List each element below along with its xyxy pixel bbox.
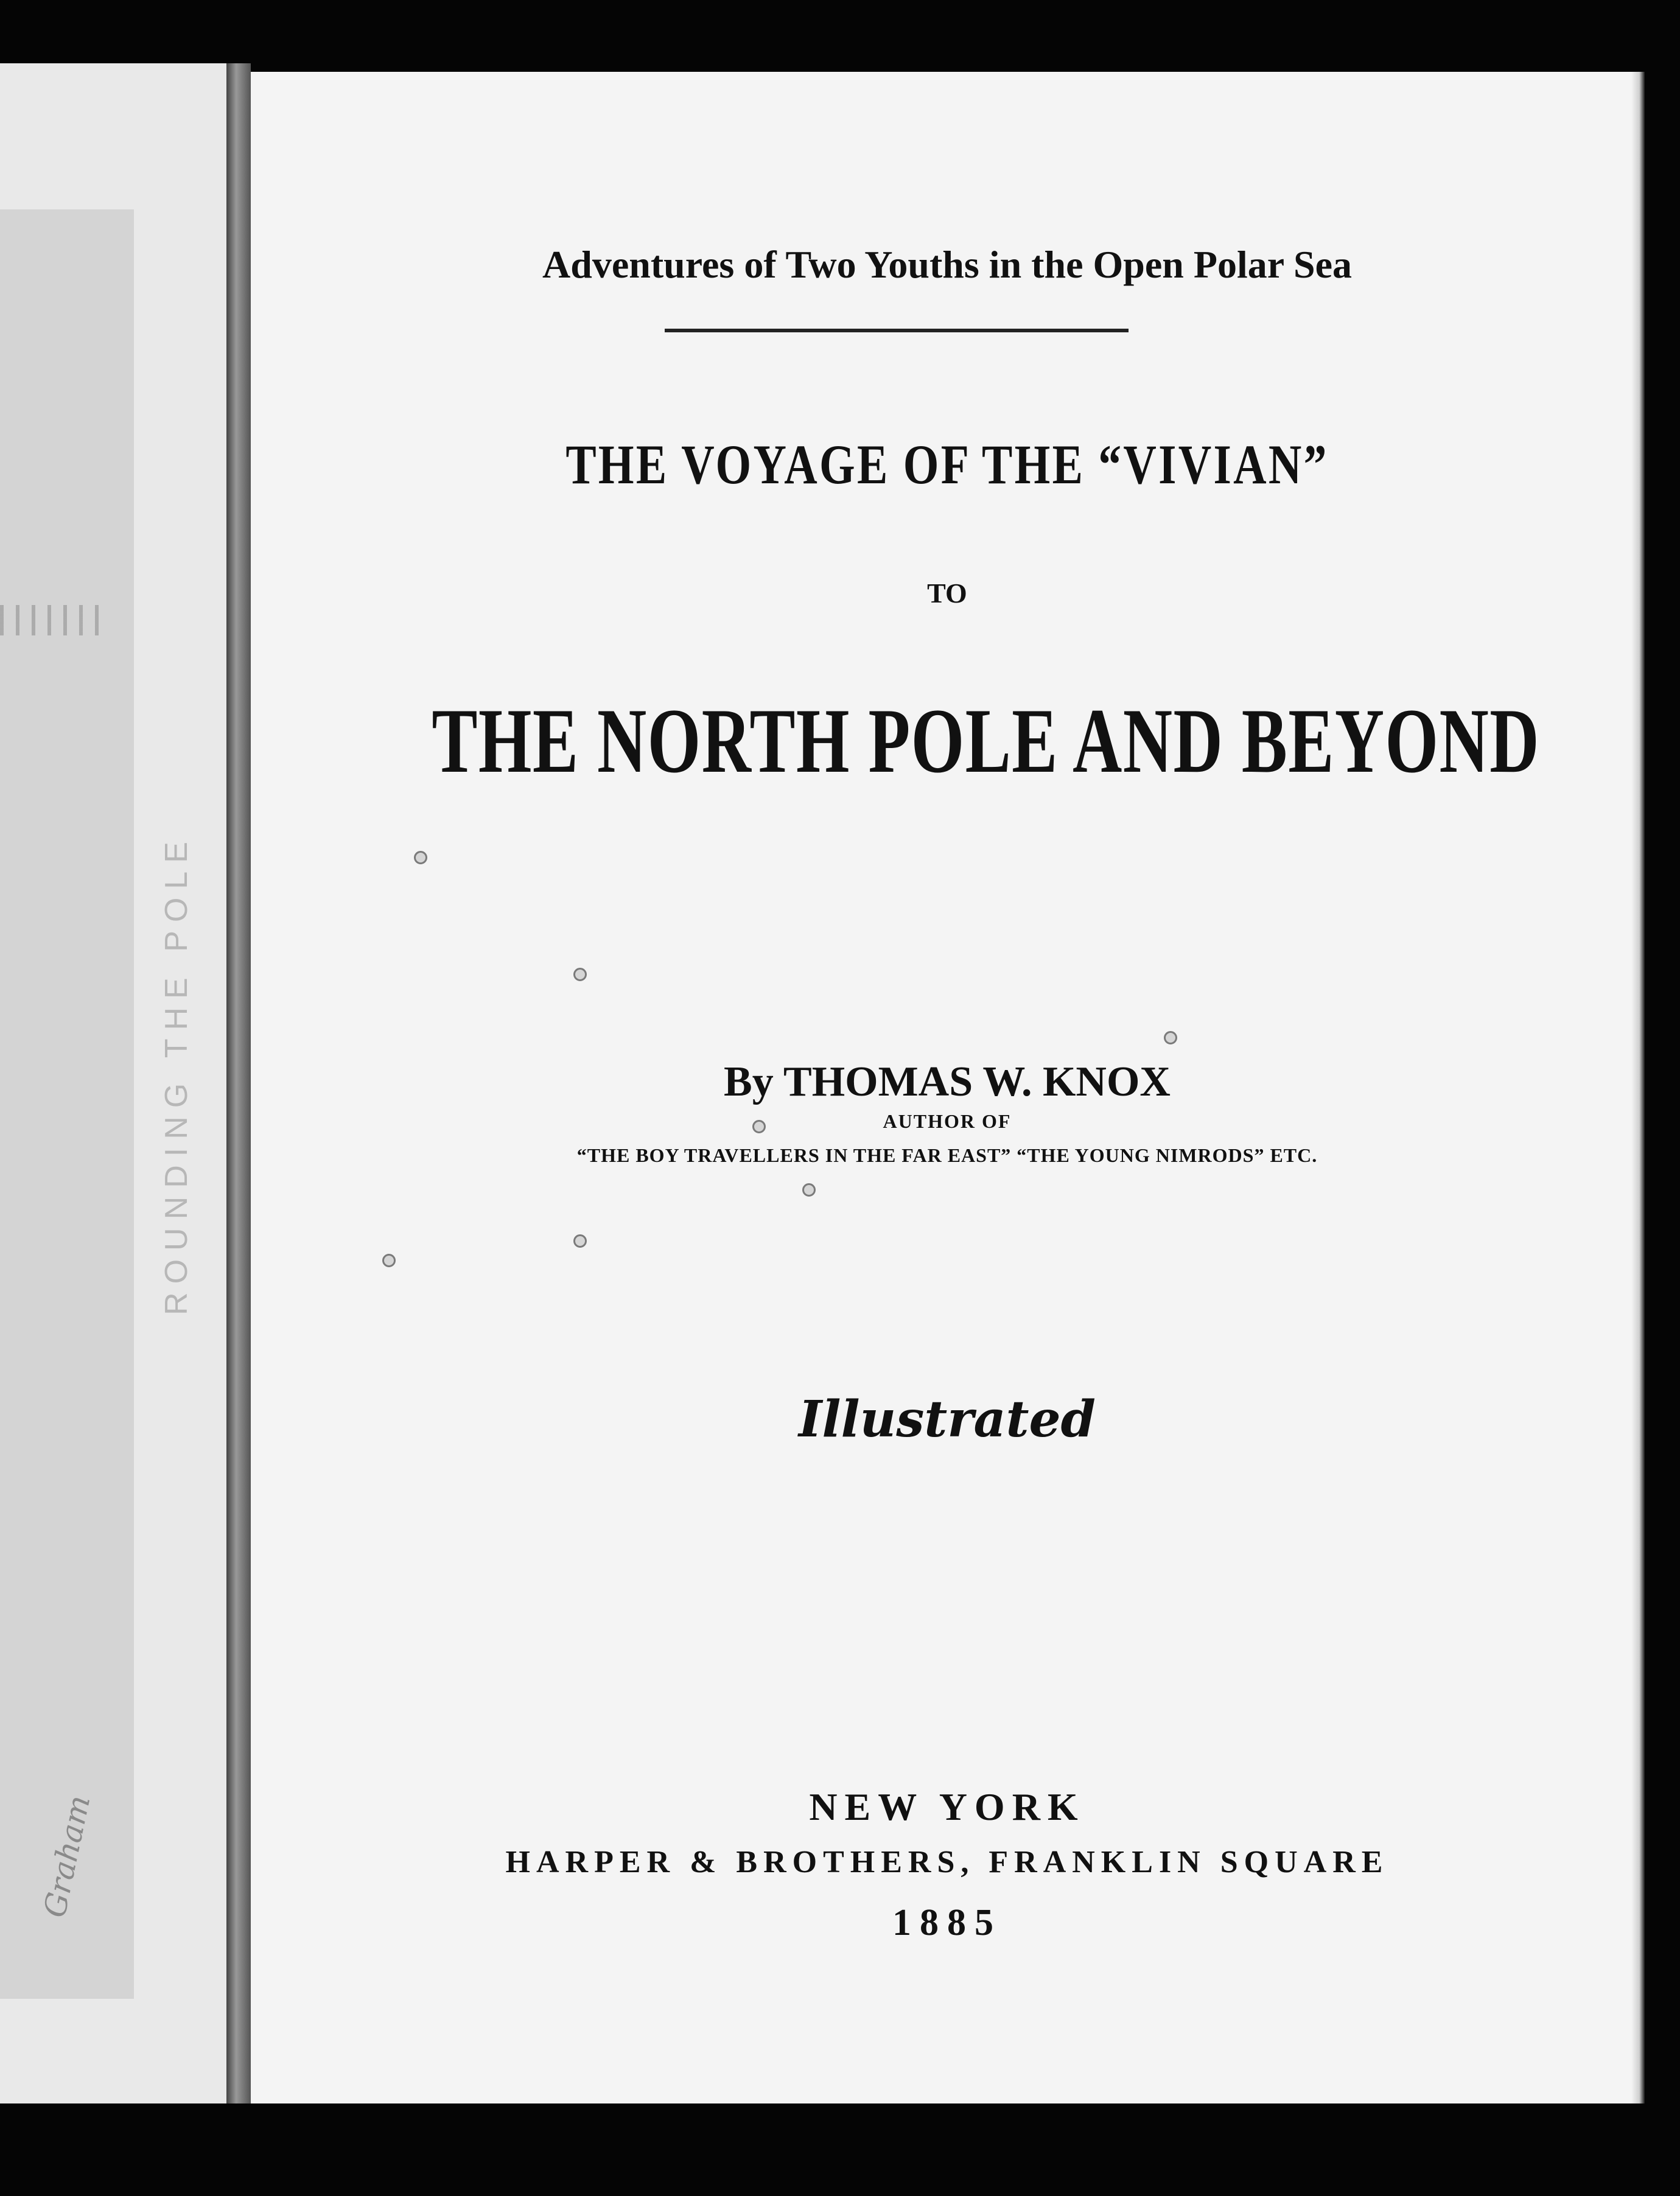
publication-year: 1885 <box>892 1902 1002 1943</box>
handwritten-signature: Graham <box>37 1792 97 1921</box>
paper-speck <box>573 968 587 981</box>
publisher: HARPER & BROTHERS, FRANKLIN SQUARE <box>505 1845 1389 1880</box>
publication-place: NEW YORK <box>809 1785 1085 1828</box>
left-page-ink-marks <box>0 605 103 635</box>
title-to: TO <box>927 578 967 609</box>
book-gutter <box>226 63 251 2103</box>
paper-speck <box>752 1120 766 1133</box>
paper-speck <box>802 1183 816 1197</box>
paper-speck <box>414 851 427 864</box>
paper-speck <box>573 1234 587 1248</box>
paper-speck <box>382 1254 396 1267</box>
paper-speck <box>1164 1031 1177 1044</box>
author-name: THOMAS W. KNOX <box>783 1058 1171 1105</box>
title-line-2: THE NORTH POLE AND BEYOND <box>432 690 1540 792</box>
illustrated-label: Illustrated <box>798 1390 1096 1449</box>
byline <box>251 1058 1643 1107</box>
spine-title: ROUNDING THE POLE <box>159 833 194 1315</box>
left-page-paper-strip <box>0 209 134 1999</box>
author-of-label: AUTHOR OF <box>883 1110 1012 1132</box>
title-line-1: THE VOYAGE OF THE “VIVIAN” <box>565 433 1329 495</box>
title-rule <box>665 329 1129 332</box>
series-title: Adventures of Two Youths in the Open Polar Sea <box>542 243 1352 286</box>
author-credits: “THE BOY TRAVELLERS IN THE FAR EAST” “THE YOUNG NIMRODS” ETC. <box>576 1144 1318 1166</box>
byline-by: By <box>724 1058 774 1105</box>
